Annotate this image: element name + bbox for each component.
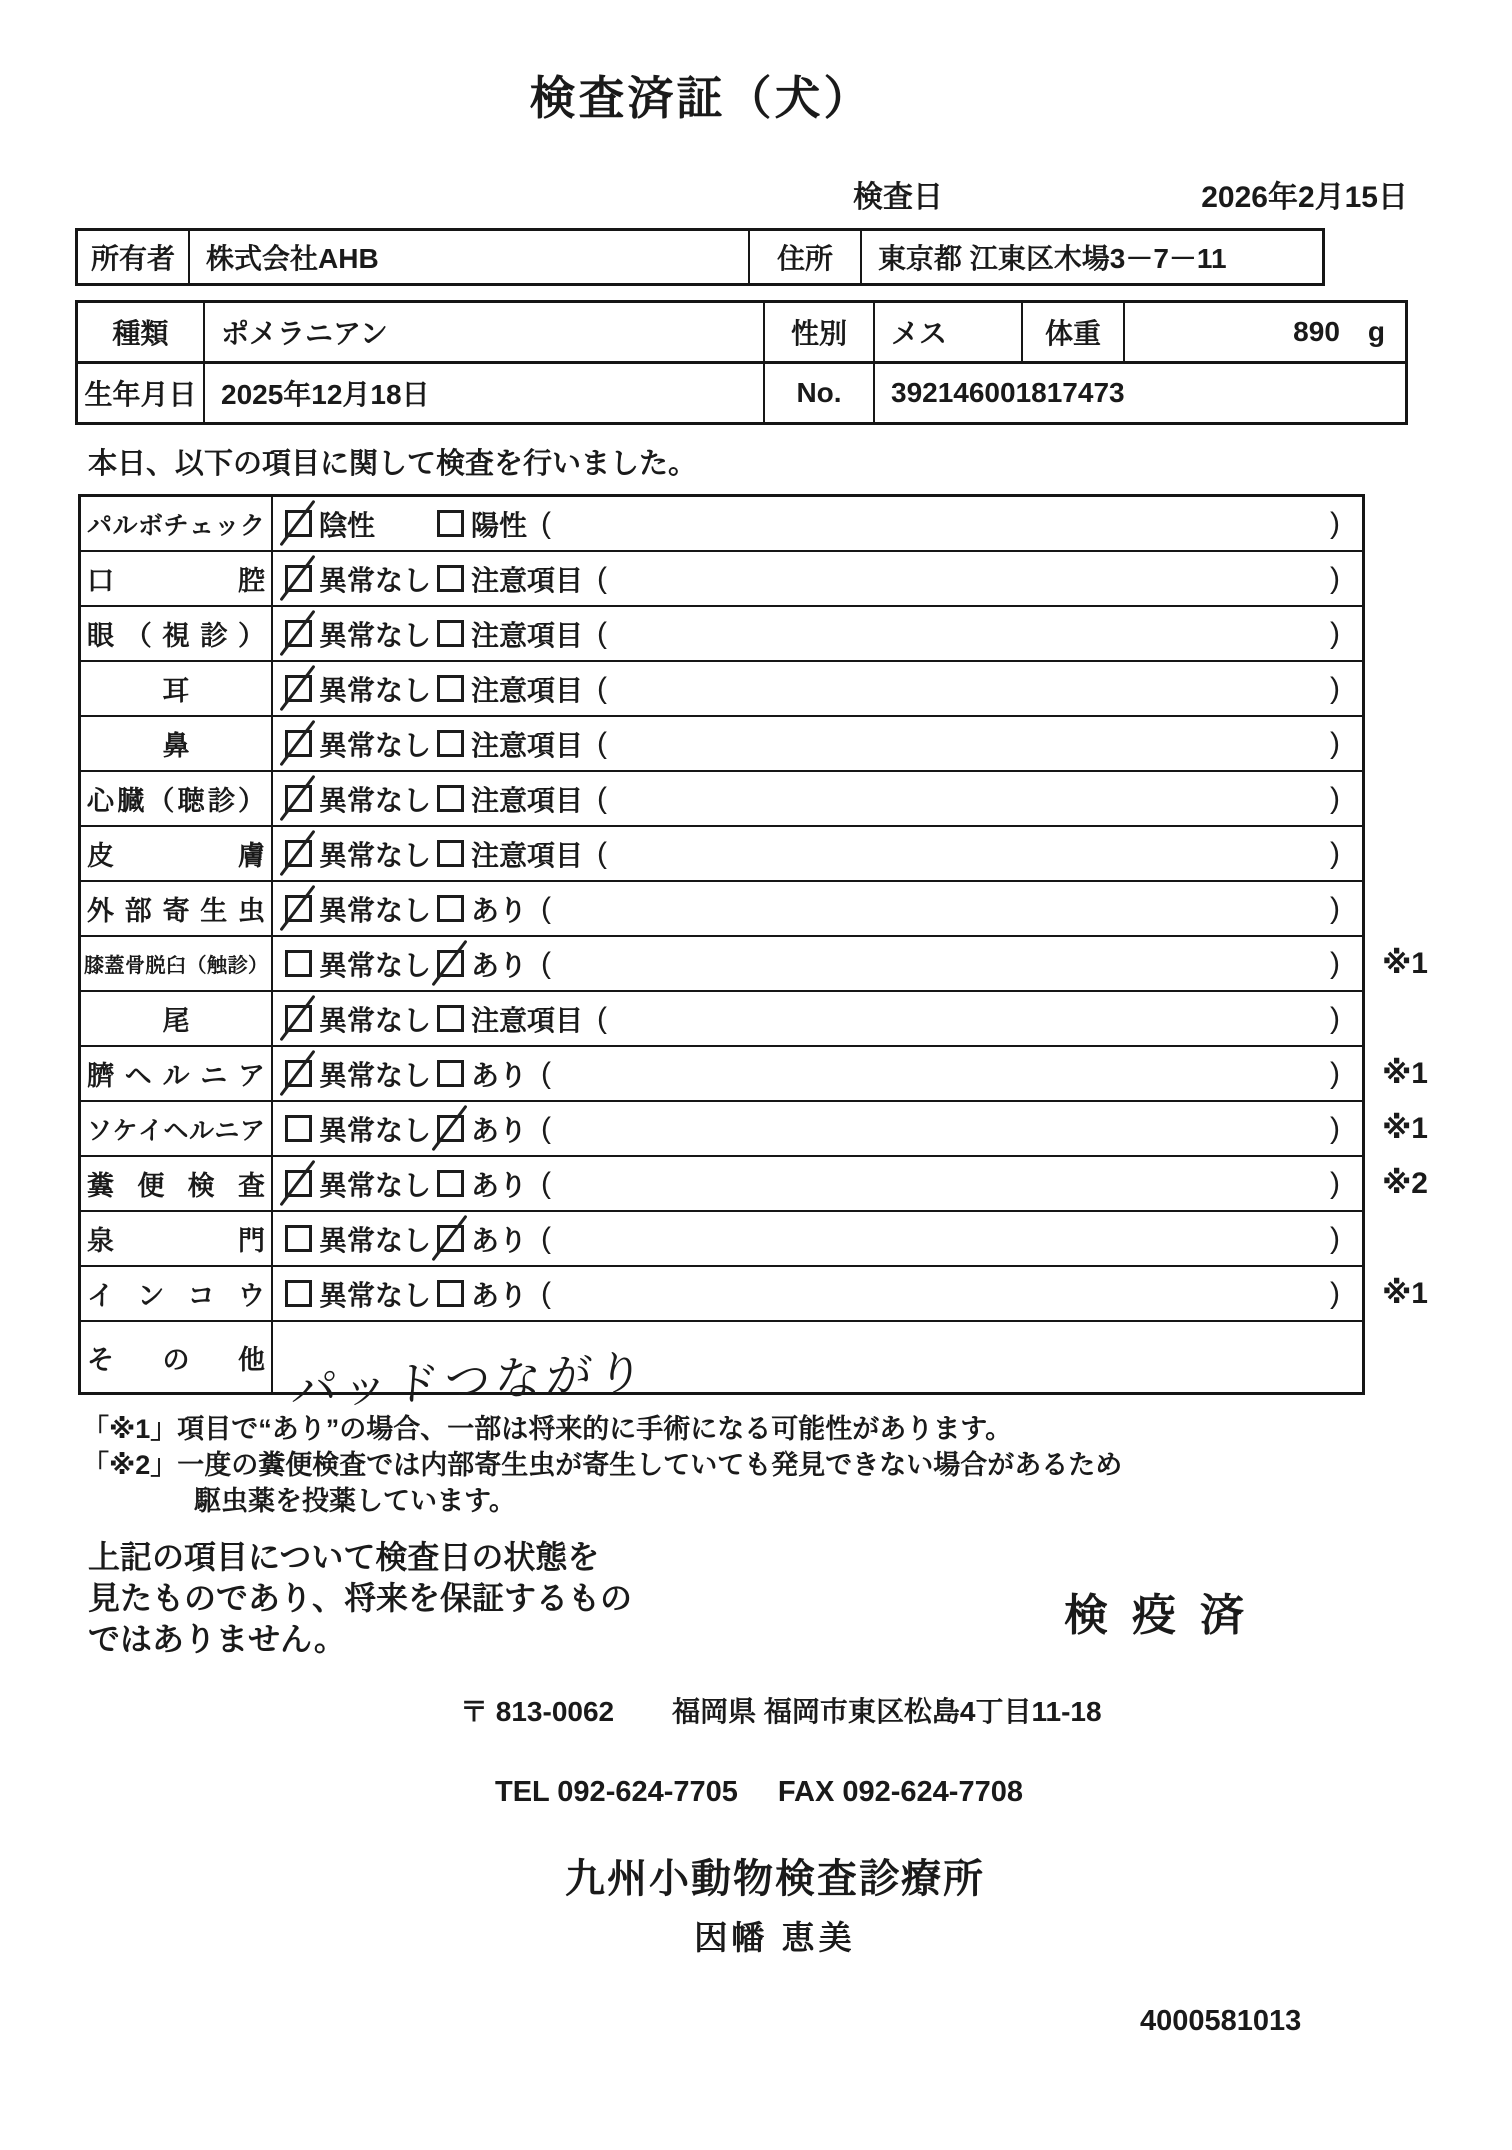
option-1 — [285, 1219, 437, 1259]
birthdate-value: 2025年12月18日 — [203, 364, 763, 422]
weight-label: 体重 — [1021, 303, 1123, 361]
paren-open: ( — [597, 836, 608, 870]
paren-close: ) — [1330, 506, 1340, 540]
checklist-row — [81, 882, 1362, 937]
option-2-label: 注意項目 — [471, 564, 584, 596]
checklist-item-label: 心 臓 （ 聴 診 ） — [81, 772, 273, 825]
checkbox-unchecked-icon — [285, 1115, 312, 1142]
option-2 — [437, 1109, 527, 1149]
option-1-label: 異常なし — [319, 1169, 432, 1201]
footnote-mark: ※1 — [1382, 1112, 1428, 1145]
checklist-options — [273, 882, 1362, 935]
option-2-label: あり — [471, 1114, 528, 1146]
checklist-options — [273, 937, 1362, 990]
checklist-item-label: パ ル ボ チ ェ ッ ク — [81, 497, 273, 550]
paren-open: ( — [597, 781, 608, 815]
checkbox-checked-icon — [285, 1005, 312, 1032]
checkbox-unchecked-icon — [285, 1280, 312, 1307]
clinic-name: 九州小動物検査診療所 — [565, 1857, 985, 1901]
option-1 — [285, 504, 437, 544]
checkbox-checked-icon — [285, 510, 312, 537]
option-1 — [285, 614, 437, 654]
checklist-item-label: 糞 便 検 査 — [81, 1157, 273, 1210]
owner-value: 株式会社AHB — [188, 231, 748, 283]
examiner-name: 因幡 恵美 — [694, 1919, 856, 1956]
checkbox-unchecked-icon — [437, 1060, 464, 1087]
checkbox-checked-icon — [285, 895, 312, 922]
checklist-options — [273, 1212, 1362, 1265]
checklist-table — [78, 494, 1428, 1417]
pet-info-table — [75, 300, 1408, 425]
option-2-label: あり — [471, 1224, 528, 1256]
birthdate-label: 生年月日 — [84, 379, 197, 410]
checklist-row — [81, 1102, 1428, 1157]
option-1-label: 異常なし — [319, 1224, 432, 1256]
option-2-label: あり — [471, 1279, 528, 1311]
option-2 — [437, 1164, 527, 1204]
option-2 — [437, 889, 527, 929]
weight-value-cell — [1123, 303, 1405, 361]
option-2 — [437, 504, 527, 544]
clinic-block — [495, 1847, 1055, 1959]
option-2-label: あり — [471, 894, 528, 926]
option-1-label: 異常なし — [319, 1059, 432, 1091]
paren-open: ( — [541, 506, 552, 540]
checklist-item-label: 泉 門 — [81, 1212, 273, 1265]
paren-close: ) — [1330, 1166, 1340, 1200]
weight-unit: g — [1367, 316, 1385, 347]
owner-label: 所有者 — [90, 243, 175, 274]
checklist-row — [81, 1157, 1428, 1212]
quarantine-stamp: 検疫済 — [1064, 1591, 1268, 1640]
exam-date-label: 検査日 — [853, 181, 943, 214]
checklist-row — [81, 497, 1362, 552]
checklist-options — [273, 1047, 1362, 1100]
option-2 — [437, 724, 583, 764]
paren-close: ) — [1330, 1111, 1340, 1145]
option-2 — [437, 559, 583, 599]
exam-date-row — [75, 172, 1408, 216]
paren-open: ( — [597, 726, 608, 760]
clinic-address: 福岡県 福岡市東区松島4丁目11-18 — [672, 1696, 1102, 1727]
footnote-mark: ※1 — [1382, 1057, 1428, 1090]
checklist-item-label: 眼 （ 視 診 ） — [81, 607, 273, 660]
checklist-row — [81, 827, 1362, 882]
checklist-row — [81, 992, 1362, 1047]
option-1 — [285, 889, 437, 929]
checklist-options — [273, 497, 1362, 550]
checkbox-checked-icon — [285, 840, 312, 867]
paren-open: ( — [541, 1166, 552, 1200]
checklist-item-label: 膝 蓋 骨 脱 臼 （ 触 診 ） — [81, 937, 273, 990]
option-1 — [285, 1274, 437, 1314]
checklist-options — [273, 1102, 1362, 1155]
paren-close: ) — [1330, 671, 1340, 705]
checkbox-checked-icon — [285, 1060, 312, 1087]
checklist-item-label: 皮 膚 — [81, 827, 273, 880]
option-2 — [437, 1219, 527, 1259]
paren-close: ) — [1330, 891, 1340, 925]
address-label: 住所 — [748, 231, 860, 283]
checkbox-unchecked-icon — [437, 510, 464, 537]
checkbox-unchecked-icon — [437, 565, 464, 592]
option-2 — [437, 1274, 527, 1314]
footnote-1: 「※1」項目で“あり”の場合、一部は将来的に手術になる可能性があります。 — [82, 1414, 1013, 1444]
checkbox-unchecked-icon — [285, 950, 312, 977]
footnote-2-line2: 駆虫薬を投薬しています。 — [194, 1486, 516, 1516]
checkbox-unchecked-icon — [437, 675, 464, 702]
checklist-row — [81, 1047, 1428, 1102]
paren-close: ) — [1330, 616, 1340, 650]
checklist-options — [273, 827, 1362, 880]
paren-close: ) — [1330, 1276, 1340, 1310]
clinic-address-line — [460, 1690, 1512, 1730]
checklist-options — [273, 552, 1362, 605]
paren-open: ( — [597, 1001, 608, 1035]
checkbox-checked-icon — [437, 950, 464, 977]
checkbox-unchecked-icon — [437, 785, 464, 812]
option-2-label: 注意項目 — [471, 1004, 584, 1036]
checkbox-checked-icon — [285, 730, 312, 757]
paren-open: ( — [541, 1276, 552, 1310]
option-2-label: あり — [471, 949, 528, 981]
option-2-label: あり — [471, 1059, 528, 1091]
breed-value: ポメラニアン — [203, 303, 763, 361]
option-2-label: あり — [471, 1169, 528, 1201]
option-1-label: 異常なし — [319, 674, 432, 706]
paren-open: ( — [597, 616, 608, 650]
checklist-row — [81, 552, 1362, 607]
paren-close: ) — [1330, 946, 1340, 980]
checklist-options — [273, 662, 1362, 715]
checkbox-unchecked-icon — [437, 620, 464, 647]
footnote-mark: ※1 — [1382, 947, 1428, 980]
contact-line — [495, 1776, 1512, 1809]
checkbox-unchecked-icon — [437, 730, 464, 757]
owner-table — [75, 228, 1325, 286]
paren-open: ( — [541, 946, 552, 980]
option-2-label: 注意項目 — [471, 729, 584, 761]
option-1 — [285, 669, 437, 709]
option-1 — [285, 559, 437, 599]
option-1 — [285, 834, 437, 874]
paren-close: ) — [1330, 726, 1340, 760]
paren-open: ( — [597, 561, 608, 595]
paren-open: ( — [597, 671, 608, 705]
checklist-item-label: 外 部 寄 生 虫 — [81, 882, 273, 935]
checklist-item-label: ソ ケ イ ヘ ル ニ ア — [81, 1102, 273, 1155]
checklist-row — [81, 607, 1362, 662]
checklist-row — [81, 1212, 1362, 1267]
option-2 — [437, 669, 583, 709]
paren-close: ) — [1330, 1221, 1340, 1255]
option-1-label: 異常なし — [319, 1114, 432, 1146]
footnote-mark: ※1 — [1382, 1277, 1428, 1310]
option-1-label: 異常なし — [319, 839, 432, 871]
option-2 — [437, 779, 583, 819]
paren-open: ( — [541, 1221, 552, 1255]
checkbox-checked-icon — [285, 785, 312, 812]
option-2-label: 注意項目 — [471, 784, 584, 816]
option-1-label: 異常なし — [319, 619, 432, 651]
paren-open: ( — [541, 1056, 552, 1090]
option-1 — [285, 724, 437, 764]
option-2 — [437, 1054, 527, 1094]
checkbox-unchecked-icon — [437, 1005, 464, 1032]
checklist-options — [273, 992, 1362, 1045]
checkbox-checked-icon — [437, 1225, 464, 1252]
checklist-item-label: 耳 — [81, 662, 273, 715]
option-1 — [285, 779, 437, 819]
option-1 — [285, 944, 437, 984]
checklist-row — [81, 717, 1362, 772]
fax-number: FAX 092-624-7708 — [777, 1776, 1023, 1808]
checkbox-unchecked-icon — [285, 1225, 312, 1252]
checklist-item-label: 臍 ヘ ル ニ ア — [81, 1047, 273, 1100]
checklist-options — [273, 607, 1362, 660]
option-1-label: 異常なし — [319, 1004, 432, 1036]
paren-open: ( — [541, 1111, 552, 1145]
footnote-2-line1: 「※2」一度の糞便検査では内部寄生虫が寄生していても発見できない場合があるため — [82, 1450, 1123, 1480]
paren-close: ) — [1330, 561, 1340, 595]
checklist-item-label: そ の 他 — [81, 1322, 273, 1392]
page-title: 検査済証（犬） — [529, 72, 873, 124]
option-1 — [285, 1054, 437, 1094]
option-1-label: 異常なし — [319, 949, 432, 981]
checklist-options — [273, 1157, 1362, 1210]
disclaimer-text: 上記の項目について検査日の状態を 見たものであり、将来を保証するもの ではありません。 — [88, 1539, 633, 1657]
checklist-row — [81, 1322, 1362, 1417]
checklist-item-label: イ ン コ ウ — [81, 1267, 273, 1320]
intro-text: 本日、以下の項目に関して検査を行いました。 — [88, 448, 698, 480]
option-1-label: 異常なし — [319, 784, 432, 816]
document-number: 4000581013 — [1140, 2005, 1302, 2037]
checkbox-checked-icon — [285, 675, 312, 702]
checklist-item-label: 鼻 — [81, 717, 273, 770]
weight-value: 890 — [1293, 316, 1340, 347]
checklist-options — [273, 772, 1362, 825]
checkbox-unchecked-icon — [437, 1280, 464, 1307]
no-label: No. — [763, 364, 873, 422]
checkbox-unchecked-icon — [437, 840, 464, 867]
paren-close: ) — [1330, 836, 1340, 870]
checklist-item-label: 口 腔 — [81, 552, 273, 605]
checklist-row — [81, 662, 1362, 717]
option-1-label: 異常なし — [319, 894, 432, 926]
no-value: 392146001817473 — [873, 364, 1405, 422]
option-2 — [437, 834, 583, 874]
checkbox-checked-icon — [437, 1115, 464, 1142]
handwritten-note: パッドつながり — [289, 1345, 650, 1417]
footnotes — [82, 1411, 1442, 1519]
checkbox-checked-icon — [285, 1170, 312, 1197]
option-1-label: 異常なし — [319, 564, 432, 596]
paren-close: ) — [1330, 1001, 1340, 1035]
sex-value: メス — [873, 303, 1021, 361]
paren-close: ) — [1330, 1056, 1340, 1090]
option-2-label: 陽性 — [471, 509, 528, 541]
exam-date-value: 2026年2月15日 — [1201, 181, 1408, 214]
postal-code: 〒 813-0062 — [460, 1696, 615, 1727]
option-1 — [285, 1164, 437, 1204]
checkbox-checked-icon — [285, 565, 312, 592]
checklist-row — [81, 772, 1362, 827]
option-2-label: 注意項目 — [471, 839, 584, 871]
paren-open: ( — [541, 891, 552, 925]
option-1-label: 異常なし — [319, 1279, 432, 1311]
checklist-item-label: 尾 — [81, 992, 273, 1045]
option-2 — [437, 999, 583, 1039]
option-1 — [285, 999, 437, 1039]
sex-label: 性別 — [763, 303, 873, 361]
option-2-label: 注意項目 — [471, 619, 584, 651]
paren-close: ) — [1330, 781, 1340, 815]
checkbox-checked-icon — [285, 620, 312, 647]
checklist-row — [81, 937, 1428, 992]
tel-number: TEL 092-624-7705 — [495, 1776, 738, 1808]
option-1 — [285, 1109, 437, 1149]
option-2 — [437, 614, 583, 654]
checklist-options — [273, 717, 1362, 770]
checkbox-unchecked-icon — [437, 895, 464, 922]
option-2 — [437, 944, 527, 984]
option-1-label: 陰性 — [319, 509, 376, 541]
option-1-label: 異常なし — [319, 729, 432, 761]
address-value: 東京都 江東区木場3－7－11 — [860, 231, 1322, 283]
breed-label: 種類 — [112, 318, 169, 349]
option-2-label: 注意項目 — [471, 674, 584, 706]
footnote-mark: ※2 — [1382, 1167, 1428, 1200]
checkbox-unchecked-icon — [437, 1170, 464, 1197]
